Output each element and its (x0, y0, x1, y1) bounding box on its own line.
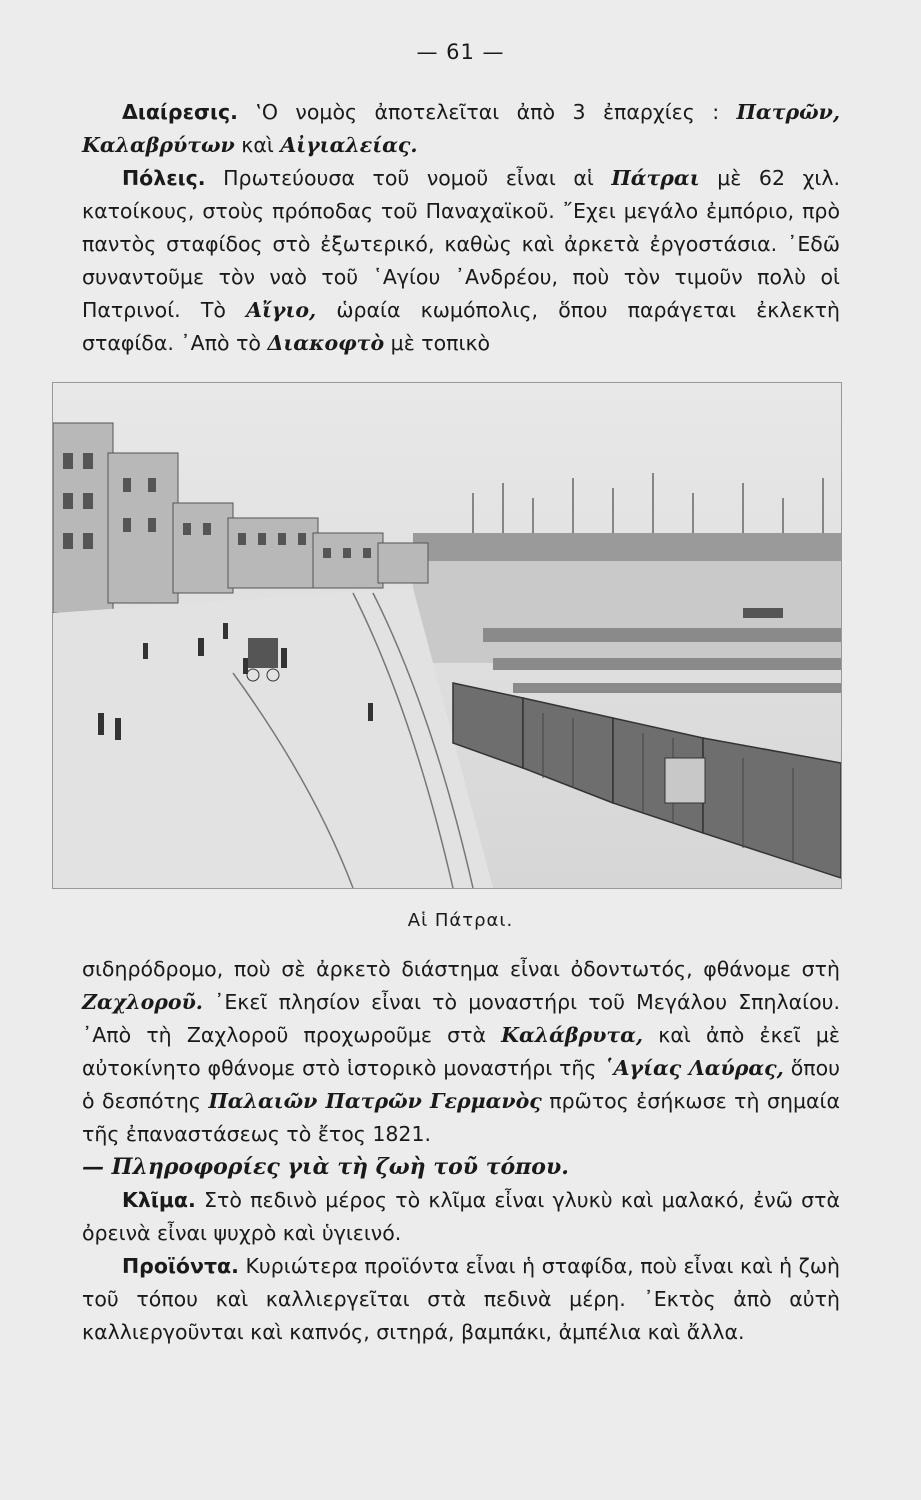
photo-patras-harbor (52, 382, 842, 889)
lead-term: Κλῖμα. (122, 1188, 196, 1212)
page-number: — 61 — (416, 40, 505, 64)
lead-term: Διαίρεσις. (122, 100, 238, 124)
text-block-top (82, 96, 840, 360)
place-name: ῾Αγίας Λαύρας, (603, 1056, 784, 1080)
text-block-bottom (82, 953, 840, 1349)
photo-illustration (53, 383, 841, 888)
place-name: Ζαχλοροῦ. (82, 990, 203, 1014)
paragraph-poleis: Πόλεις. Πρωτεύουσα τοῦ νομοῦ εἶναι αἱ Πάτραι μὲ 62 χιλ. κατοίκους, στοὺς πρόποδας τοῦ Παναχαϊκοῦ. ῎Εχει μεγάλο ἐμπόριο, πρὸ παντὸς σταφίδος στὸ ἐξωτερικό, καθὼς καὶ ἀρκετὰ ἐργοστάσια. ᾿Εδῶ συναντοῦμε τὸν ναὸ τοῦ ῾Αγίου ᾿Ανδρέου, ποὺ τὸν τιμοῦν πολὺ οἱ Πατρινοί. Τὸ Αἴγιο, ὡραία κωμόπολις, ὅπου παράγεται ἐκλεκτὴ σταφίδα. ᾿Απὸ τὸ Διακοφτὸ μὲ τοπικὸ (82, 166, 841, 355)
place-name: Αἴγιο, (246, 298, 317, 322)
place-name: Διακοφτὸ (267, 331, 385, 355)
paragraph-klima: Κλῖμα. Στὸ πεδινὸ μέρος τὸ κλῖμα εἶναι γλυκὺ καὶ μαλακό, ἐνῶ στὰ ὀρεινὰ εἶναι ψυχρὸ καὶ ὑγιεινό. (82, 1188, 840, 1245)
place-name: Πατρῶν, Καλαβρύτων (82, 100, 840, 157)
lead-term: Προϊόντα. (122, 1254, 239, 1278)
paragraph-diairesis: Διαίρεσις. ‛Ο νομὸς ἀποτελεῖται ἀπὸ 3 ἐπαρχίες : Πατρῶν, Καλαβρύτων καὶ Αἰγιαλείας. (82, 100, 840, 157)
lead-term: Πόλεις. (122, 166, 206, 190)
place-name: Αἰγιαλείας. (280, 133, 418, 157)
paragraph-continuation: σιδηρόδρομο, ποὺ σὲ ἀρκετὸ διάστημα εἶναι ὀδοντωτός, φθάνομε στὴ Ζαχλοροῦ. ᾿Εκεῖ πλησίον εἶναι τὸ μοναστήρι τοῦ Μεγάλου Σπηλαίου. ᾿Απὸ τὴ Ζαχλοροῦ προχωροῦμε στὰ Καλάβρυτα, καὶ ἀπὸ ἐκεῖ μὲ αὐτοκίνητο φθάνομε στὸ ἱστορικὸ μοναστήρι τῆς ῾Αγίας Λαύρας, ὅπου ὁ δεσπότης Παλαιῶν Πατρῶν Γερμανὸς πρῶτος ἐσήκωσε τὴ σημαία τῆς ἐπαναστάσεως τὸ ἔτος 1821. (82, 957, 840, 1146)
section-heading: — Πληροφορίες γιὰ τὴ ζωὴ τοῦ τόπου. (82, 1154, 569, 1180)
paragraph-proionta: Προϊόντα. Κυριώτερα προϊόντα εἶναι ἡ σταφίδα, ποὺ εἶναι καὶ ἡ ζωὴ τοῦ τόπου καὶ καλλιεργεῖται στὰ πεδινὰ μέρη. ᾿Εκτὸς ἀπὸ αὐτὴ καλλιεργοῦνται καὶ καπνός, σιτηρά, βαμπάκι, ἀμπέλια καὶ ἄλλα. (82, 1254, 840, 1344)
figure-caption: Αἱ Πάτραι. (407, 910, 514, 931)
place-name: Καλάβρυτα, (501, 1023, 644, 1047)
place-name: Πάτραι (611, 166, 700, 190)
person-name: Παλαιῶν Πατρῶν Γερμανὸς (208, 1089, 542, 1113)
